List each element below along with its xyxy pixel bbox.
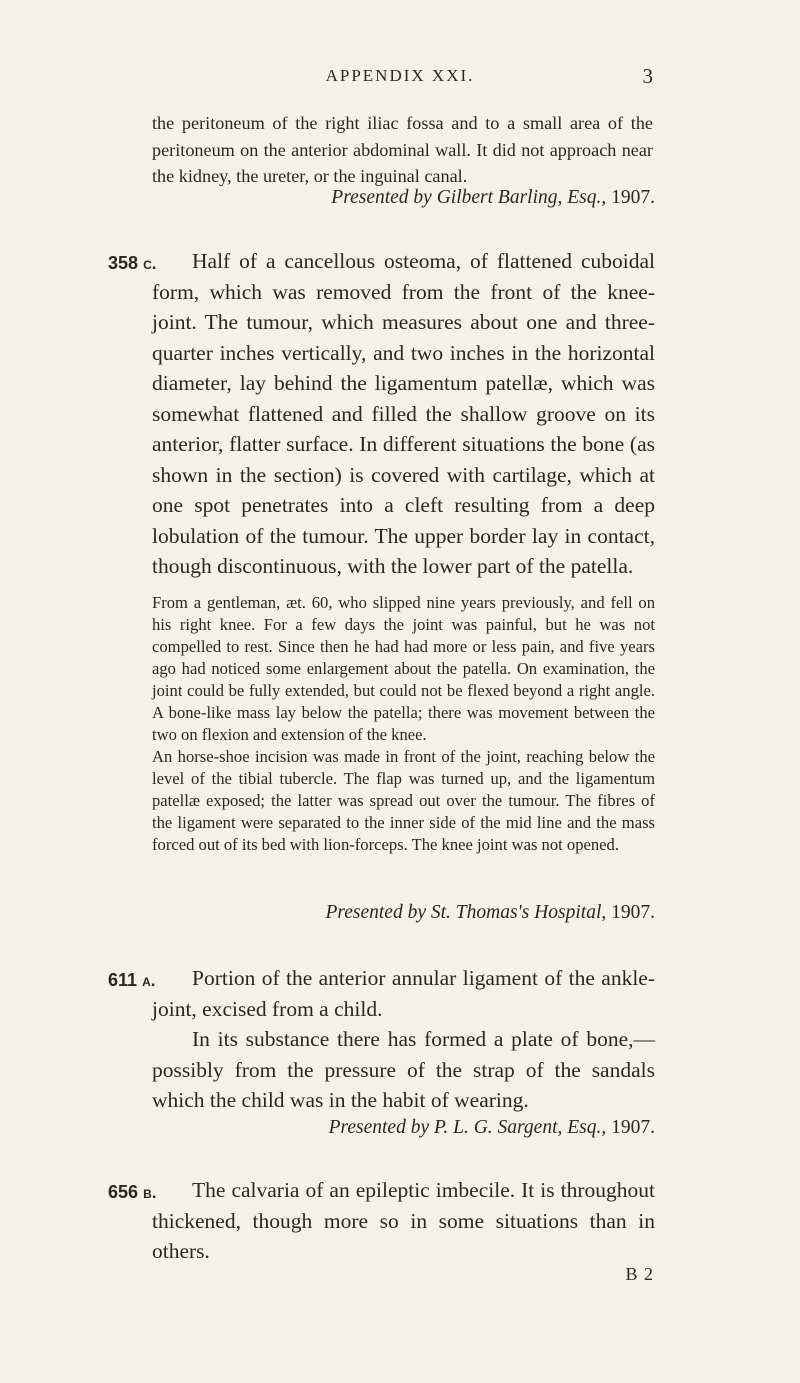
entry-656-description (152, 1175, 655, 1267)
entry-656-letter: b. (143, 1183, 157, 1202)
entry-611-presented-line (329, 1117, 655, 1139)
entry-611-description (152, 963, 655, 1024)
entry-358-number (108, 253, 156, 274)
entry-358-num: 358 (108, 253, 139, 273)
running-title: APPENDIX XXI. (325, 66, 475, 85)
entry-358-description-text: Half of a cancellous osteoma, of flattened cuboidal form, which was removed from the front of the knee-joint. The tumour, which measures about one and three-quarter inches vertically, and two inches in the horizontal diameter, lay behind the ligamentum patellæ, which was somewhat flattened and filled the shallow groove on its anterior, flatter surface. In different situations the bone (as shown in the section) is covered with cartilage, which at one spot penetrates into a cleft resulting from a deep lobulation of the tumour. The upper border lay in contact, though discontinuous, with the lower part of the patella. (152, 249, 655, 578)
entry-611-presented-year: 1907. (611, 1117, 655, 1138)
intro-presented-by: Presented by Gilbert Barling, Esq., (331, 187, 607, 208)
entry-656-description-text: The calvaria of an epileptic imbecile. It is throughout thickened, though more so in some situations than in others. (152, 1178, 655, 1263)
entry-358-presented-line (325, 902, 655, 924)
entry-358-history-1: From a gentleman, æt. 60, who slipped nine years previously, and fell on his right knee. For a few days the joint was painful, but he was not compelled to rest. Since then he had had more or less pain, and five years ago had noticed some enlargement about the patella. On examination, the joint could be fully extended, but could not be flexed beyond a right angle. A bone-like mass lay below the patella; there was movement between the two on flexion and extension of the knee. (152, 593, 655, 744)
intro-presented-line (331, 187, 655, 209)
entry-358-description (152, 246, 655, 582)
entry-611-description-text: Portion of the anterior annular ligament of the ankle-joint, excised from a child. (152, 966, 655, 1021)
entry-358-history (152, 592, 655, 856)
entry-611-letter: a. (142, 971, 156, 990)
entry-611-description-2 (152, 1024, 655, 1116)
entry-656-num: 656 (108, 1182, 139, 1202)
page-number: 3 (642, 64, 653, 88)
entry-611-presented-by: Presented by P. L. G. Sargent, Esq., (328, 1117, 607, 1138)
entry-358-presented-year: 1907. (611, 902, 655, 923)
entry-656-number (108, 1182, 156, 1203)
entry-358-letter: c. (143, 254, 157, 273)
entry-611-num: 611 (108, 970, 138, 990)
intro-paragraph: the peritoneum of the right iliac fossa and to a small area of the peritoneum on the anterior abdominal wall. It did not approach near the kidney, the ureter, or the inguinal canal. (152, 113, 653, 187)
signature-mark: B 2 (625, 1264, 654, 1284)
intro-presented-year: 1907. (611, 187, 655, 208)
entry-611-description-2-text: In its substance there has formed a plate of bone,—possibly from the pressure of the strap of the sandals which the child was in the habit of wearing. (152, 1027, 655, 1112)
entry-358-history-2: An horse-shoe incision was made in front of the joint, reaching below the level of the tibial tubercle. The flap was turned up, and the ligamentum patellæ exposed; the latter was spread out over the tumour. The fibres of the ligament were separated to the inner side of the mid line and the mass forced out of its bed with lion-forceps. The knee joint was not opened. (152, 747, 655, 854)
running-head (0, 66, 800, 92)
entry-358-presented-by: Presented by St. Thomas's Hospital, (325, 902, 607, 923)
entry-611-number (108, 970, 155, 991)
